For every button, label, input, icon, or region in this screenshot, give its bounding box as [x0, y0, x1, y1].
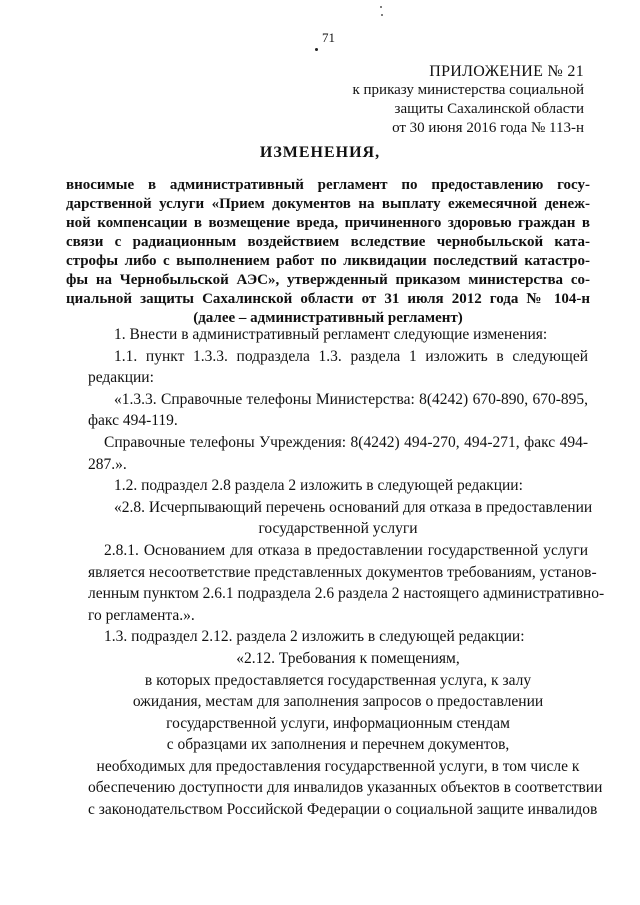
- paragraph-line: «1.3.3. Справочные телефоны Министерства: 8(4242) 670-890, 670-895,: [114, 390, 588, 408]
- paragraph-line: ожидания, местам для заполнения запросов о предоставлении: [132, 693, 544, 711]
- document-body: [88, 324, 605, 821]
- paragraph-line: необходимых для предоставления государственной услуги, в том числе к: [96, 757, 580, 775]
- appendix-date-line: от 30 июня 2016 года № 113-н: [392, 120, 584, 136]
- paragraph-line: 1.1. пункт 1.3.3. подраздела 1.3. раздела 1 изложить в следующей: [114, 347, 588, 365]
- appendix-ministry-line: защиты Сахалинской области: [394, 101, 584, 117]
- paragraph-line: редакции:: [88, 369, 154, 387]
- paragraph-line: факс 494-119.: [88, 412, 178, 430]
- paragraph-line: 1. Внести в административный регламент следующие изменения:: [114, 326, 548, 343]
- paragraph-line: го регламента.».: [88, 606, 195, 624]
- appendix-order-line: к приказу министерства социальной: [352, 82, 584, 98]
- appendix-block: [304, 62, 584, 138]
- paragraph-line: «2.8. Исчерпывающий перечень оснований для отказа в предоставлении: [114, 498, 593, 516]
- subtitle-line: связи с радиационным воздействием вследствие чернобыльской ката-: [66, 234, 590, 250]
- page-number: 71: [322, 30, 335, 45]
- paragraph-line: государственной услуги, информационным стендам: [166, 714, 510, 732]
- paragraph-line: является несоответствие представленных документов требованиям, установ-: [88, 563, 597, 581]
- appendix-number: ПРИЛОЖЕНИЕ № 21: [429, 63, 584, 80]
- subtitle-line: ной компенсации в возмещение вреда, причиненного здоровью граждан в: [66, 215, 590, 231]
- scan-dot: [315, 48, 318, 51]
- subtitle-line: дарственной услуги «Прием документов на выплату ежемесячной денеж-: [66, 196, 590, 212]
- paragraph-line: Справочные телефоны Учреждения: 8(4242) 494-270, 494-271, факс 494-: [104, 433, 588, 451]
- subtitle-line: строфы либо с выполнением работ по ликвидации последствий катастро-: [66, 253, 590, 269]
- paragraph-line: «2.12. Требования к помещениям,: [236, 649, 460, 667]
- paragraph-line: с образцами их заполнения и перечнем документов,: [166, 736, 510, 754]
- paragraph-line: 1.2. подраздел 2.8 раздела 2 изложить в следующей редакции:: [114, 477, 523, 495]
- paragraph-line: государственной услуги: [258, 520, 418, 538]
- paragraph-line: в которых предоставляется государственная услуга, к залу: [144, 671, 532, 689]
- scan-speck: [380, 6, 382, 8]
- paragraph-line: 2.8.1. Основанием для отказа в предоставлении государственной услуги: [104, 541, 588, 559]
- subtitle-line: фы на Чернобыльской АЭС», утвержденный приказом министерства со-: [66, 272, 590, 288]
- subtitle-line: вносимые в административный регламент по предоставлению госу-: [66, 177, 590, 193]
- paragraph-line: ленным пунктом 2.6.1 подраздела 2.6 раздела 2 настоящего административно-: [88, 585, 605, 603]
- subtitle-line: (далее – административный регламент): [193, 310, 463, 326]
- subtitle-line: циальной защиты Сахалинской области от 31 июля 2012 года № 104-н: [66, 291, 590, 307]
- document-title: ИЗМЕНЕНИЯ,: [259, 144, 381, 161]
- document-subtitle: [66, 176, 590, 328]
- scan-speck: [381, 14, 383, 16]
- paragraph-line: 287.».: [88, 455, 127, 473]
- paragraph-line: с законодательством Российской Федерации о социальной защите инвалидов: [88, 801, 598, 819]
- paragraph-line: обеспечению доступности для инвалидов указанных объектов в соответствии: [88, 779, 603, 797]
- paragraph-line: 1.3. подраздел 2.12. раздела 2 изложить в следующей редакции:: [104, 628, 525, 646]
